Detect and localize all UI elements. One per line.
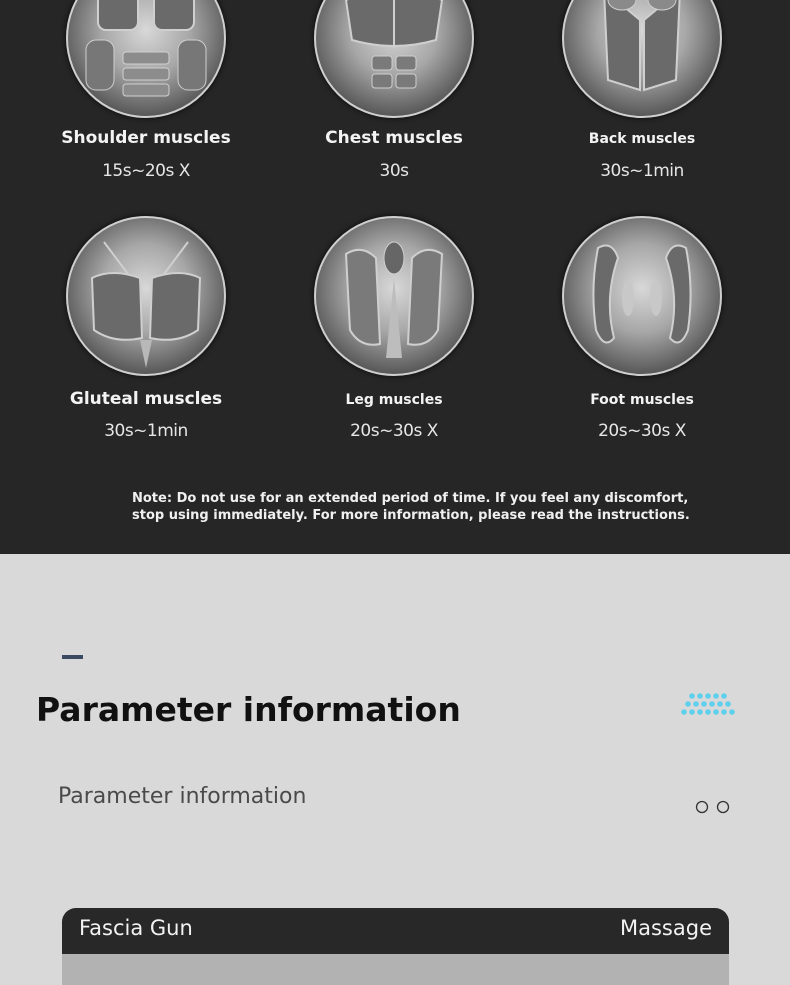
usage-note (132, 490, 692, 524)
leg-muscle-icon (314, 216, 474, 376)
usage-note-line-1: Note: Do not use for an extended period of time. If you feel any discomfort, (132, 491, 689, 506)
usage-note-line-2: stop using immediately. For more information, please read the instructions. (132, 508, 690, 523)
back-muscle-icon (562, 0, 722, 118)
shoulder-muscle-icon (66, 0, 226, 118)
muscle-name: Foot muscles (590, 392, 694, 408)
muscle-duration: 30s~1min (104, 421, 188, 441)
muscle-name: Back muscles (588, 131, 696, 147)
section-dash-accent (62, 655, 83, 659)
section-subtitle: Parameter information (58, 784, 307, 809)
muscle-name: Shoulder muscles (61, 128, 231, 148)
pagination-rings-icon (695, 799, 735, 815)
muscle-name: Gluteal muscles (69, 389, 223, 409)
muscle-name: Leg muscles (345, 392, 443, 408)
muscle-name: Chest muscles (325, 128, 463, 148)
muscle-duration: 30s (379, 161, 409, 181)
muscle-duration: 15s~20s X (102, 161, 190, 181)
chest-muscle-icon (314, 0, 474, 118)
parameter-table-header (62, 908, 729, 954)
dot-grid-decoration-icon (680, 692, 740, 718)
foot-muscle-icon (562, 216, 722, 376)
parameter-table (62, 908, 729, 985)
muscle-duration: 20s~30s X (350, 421, 438, 441)
muscle-duration: 20s~30s X (598, 421, 686, 441)
gluteal-muscle-icon (66, 216, 226, 376)
muscle-duration: 30s~1min (600, 161, 684, 181)
table-header-category: Massage (620, 916, 712, 940)
section-title: Parameter information (36, 690, 461, 729)
parameter-table-body (62, 954, 729, 985)
table-header-product: Fascia Gun (79, 916, 193, 940)
